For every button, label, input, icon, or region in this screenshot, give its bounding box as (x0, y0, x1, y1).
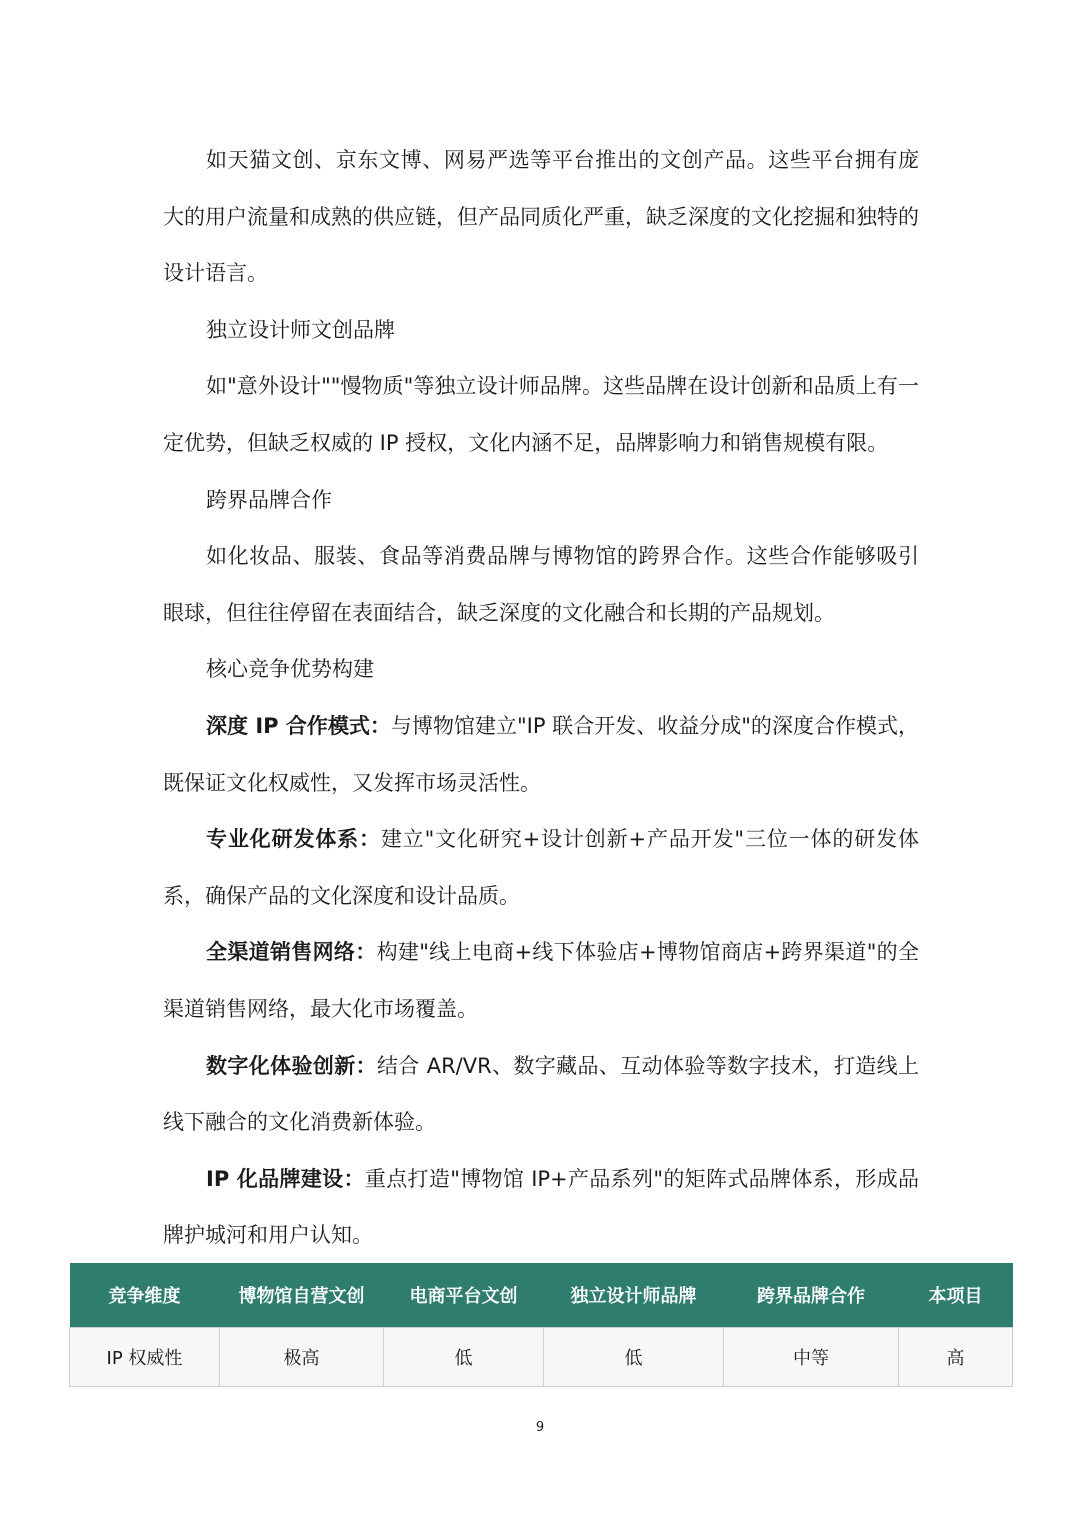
advantage-term: 深度 IP 合作模式： (206, 713, 391, 738)
advantage-item (163, 1038, 919, 1151)
table-cell: 低 (544, 1328, 724, 1387)
paragraph-crossover: 如化妆品、服装、食品等消费品牌与博物馆的跨界合作。这些合作能够吸引眼球，但往往停留在表面结合，缺乏深度的文化融合和长期的产品规划。 (163, 544, 919, 625)
page-number: 9 (535, 1420, 545, 1435)
advantage-item (163, 698, 919, 811)
advantage-text: 结合 AR/VR、数字藏品、互动体验等数字技术，打造线上线下融合的文化消费新体验。 (163, 1053, 920, 1135)
table-header-cell: 本项目 (899, 1263, 1013, 1328)
advantage-text: 构建"线上电商+线下体验店+博物馆商店+跨界渠道"的全渠道销售网络，最大化市场覆盖。 (163, 940, 919, 1021)
advantage-item (163, 1151, 919, 1264)
table-cell: 极高 (220, 1328, 384, 1387)
paragraph-independent-designer: 如"意外设计""慢物质"等独立设计师品牌。这些品牌在设计创新和品质上有一定优势，但缺乏权威的 IP 授权，文化内涵不足，品牌影响力和销售规模有限。 (163, 374, 919, 455)
table-header-row (70, 1263, 1013, 1328)
competition-table (69, 1263, 1013, 1387)
table-header-cell: 独立设计师品牌 (544, 1263, 724, 1328)
advantage-term: 数字化体验创新： (206, 1053, 377, 1078)
table-row (70, 1328, 1013, 1387)
advantage-term: IP 化品牌建设： (206, 1166, 365, 1191)
table-header-cell: 竞争维度 (70, 1263, 220, 1328)
table-header-cell: 博物馆自营文创 (220, 1263, 384, 1328)
table-header-cell: 跨界品牌合作 (724, 1263, 899, 1328)
table-header-cell: 电商平台文创 (384, 1263, 544, 1328)
table-cell: 中等 (724, 1328, 899, 1387)
advantage-term: 专业化研发体系： (206, 827, 381, 852)
document-body (163, 132, 919, 1264)
paragraph-ecommerce: 如天猫文创、京东文博、网易严选等平台推出的文创产品。这些平台拥有庞大的用户流量和成熟的供应链，但产品同质化严重，缺乏深度的文化挖掘和独特的设计语言。 (163, 148, 919, 286)
table-cell: 高 (899, 1328, 1013, 1387)
advantage-text: 重点打造"博物馆 IP+产品系列"的矩阵式品牌体系，形成品牌护城河和用户认知。 (163, 1166, 919, 1248)
advantage-text: 与博物馆建立"IP 联合开发、收益分成"的深度合作模式，既保证文化权威性，又发挥市场灵活性。 (163, 713, 919, 795)
heading-core-advantage: 核心竞争优势构建 (206, 657, 374, 682)
advantage-text: 建立"文化研究+设计创新+产品开发"三位一体的研发体系，确保产品的文化深度和设计品质。 (163, 827, 919, 908)
advantage-term: 全渠道销售网络： (206, 940, 377, 965)
advantage-item (163, 811, 919, 924)
heading-crossover: 跨界品牌合作 (206, 487, 332, 512)
table-cell: 低 (384, 1328, 544, 1387)
advantage-item (163, 924, 919, 1037)
heading-independent-designer: 独立设计师文创品牌 (206, 317, 395, 342)
table-cell: IP 权威性 (70, 1328, 220, 1387)
